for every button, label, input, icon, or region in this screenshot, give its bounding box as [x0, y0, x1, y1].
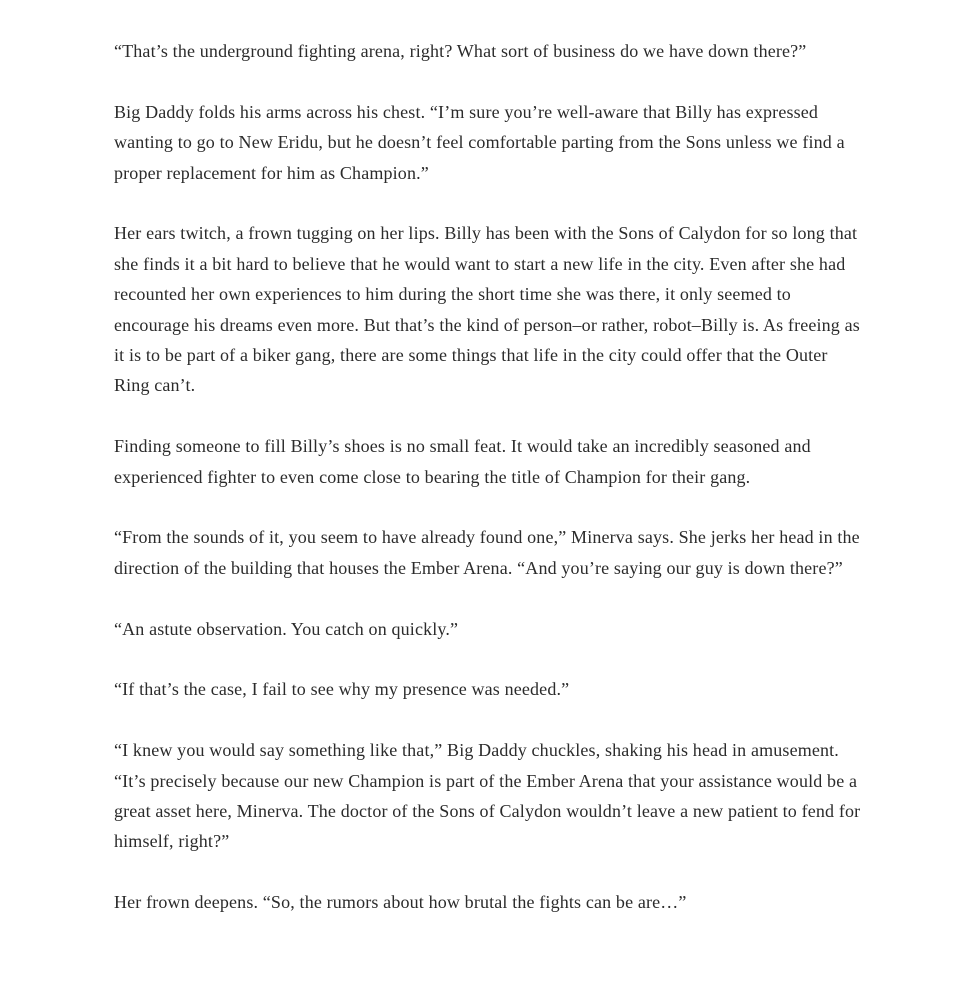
story-text [114, 36, 864, 948]
paragraph: “That’s the underground fighting arena, right? What sort of business do we have down there?” [114, 41, 807, 61]
paragraph: “If that’s the case, I fail to see why my presence was needed.” [114, 679, 570, 700]
paragraph: Big Daddy folds his arms across his chest. “I’m sure you’re well-aware that Billy has expressed wanting to go to New Eridu, but he doesn’t feel comfortable parting from the Sons unless we find a proper replacement for him as Champion.” [114, 101, 845, 183]
paragraph: Finding someone to fill Billy’s shoes is no small feat. It would take an incredibly seasoned and experienced fighter to even come close to bearing the title of Champion for their gang. [114, 436, 811, 487]
paragraph: Her frown deepens. “So, the rumors about how brutal the fights can be are…” [114, 892, 687, 913]
paragraph: “I knew you would say something like that,” Big Daddy chuckles, shaking his head in amusement. “It’s precisely because our new Champion is part of the Ember Arena that your assistance would be a great asset here, Minerva. The doctor of the Sons of Calydon wouldn’t leave a new patient to fend for himself, right?” [114, 740, 861, 852]
paragraph: “An astute observation. You catch on quickly.” [114, 618, 459, 639]
paragraph: Her ears twitch, a frown tugging on her lips. Billy has been with the Sons of Calydon for so long that she finds it a bit hard to believe that he would want to start a new life in the city. Even after she had recounted her own experiences to him during the short time she was there, it only seemed to encourage his dreams even more. But that’s the kind of person–or rather, robot–Billy is. As freeing as it is to be part of a biker gang, there are some things that life in the city could offer that the Outer Ring can’t. [114, 223, 860, 396]
paragraph: “From the sounds of it, you seem to have already found one,” Minerva says. She jerks her head in the direction of the building that houses the Ember Arena. “And you’re saying our guy is down there?” [114, 527, 860, 578]
